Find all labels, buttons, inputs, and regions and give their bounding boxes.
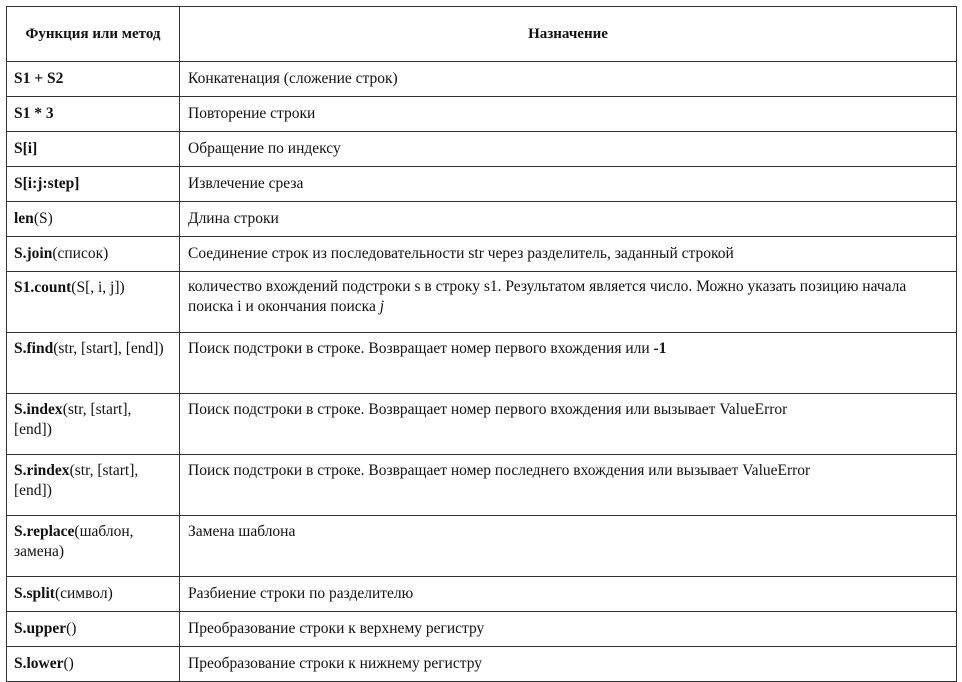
description-text: Поиск подстроки в строке. Возвращает номер первого вхождения или вызывает ValueError	[188, 401, 788, 418]
method-args: (S[, i, j])	[71, 279, 125, 296]
table-row	[7, 62, 957, 97]
method-cell	[7, 516, 180, 577]
table-row	[7, 167, 957, 202]
method-args: (str, [start], [end])	[53, 340, 164, 357]
method-cell	[7, 202, 180, 237]
method-cell	[7, 647, 180, 682]
table-row	[7, 237, 957, 272]
description-text: Конкатенация (сложение строк)	[188, 70, 398, 87]
description-cell	[180, 132, 957, 167]
description-italic-end: j	[379, 298, 385, 315]
method-name: S.rindex	[14, 462, 70, 479]
description-cell	[180, 647, 957, 682]
method-name: S1.count	[14, 279, 72, 296]
method-name: S.index	[14, 401, 63, 418]
method-name: S.join	[14, 245, 53, 262]
table-row	[7, 577, 957, 612]
method-cell	[7, 577, 180, 612]
description-cell	[180, 237, 957, 272]
method-name: S[i:j:step]	[14, 175, 80, 192]
table-row	[7, 612, 957, 647]
method-name: S[i]	[14, 140, 38, 157]
description-text: Извлечение среза	[188, 175, 304, 192]
table-row	[7, 97, 957, 132]
method-args: ()	[63, 655, 74, 672]
description-cell	[180, 97, 957, 132]
description-cell	[180, 612, 957, 647]
method-name: len	[14, 210, 34, 227]
description-text: Преобразование строки к нижнему регистру	[188, 655, 482, 672]
description-cell	[180, 202, 957, 237]
method-cell	[7, 62, 180, 97]
string-methods-table-container	[6, 6, 956, 682]
method-cell	[7, 167, 180, 202]
description-cell	[180, 394, 957, 455]
method-name: S1 * 3	[14, 105, 54, 122]
table-row	[7, 394, 957, 455]
table-row	[7, 516, 957, 577]
description-cell	[180, 272, 957, 333]
table-header-row	[7, 7, 957, 62]
description-text: Повторение строки	[188, 105, 316, 122]
method-args: (список)	[52, 245, 109, 262]
method-name: S.replace	[14, 523, 75, 540]
description-cell	[180, 577, 957, 612]
description-cell	[180, 333, 957, 394]
description-cell	[180, 455, 957, 516]
description-cell	[180, 516, 957, 577]
method-name: S.lower	[14, 655, 64, 672]
table-row	[7, 647, 957, 682]
table-row	[7, 455, 957, 516]
header-purpose: Назначение	[180, 7, 957, 62]
description-cell	[180, 167, 957, 202]
description-text: Обращение по индексу	[188, 140, 341, 157]
description-text: Поиск подстроки в строке. Возвращает номер последнего вхождения или вызывает ValueError	[188, 462, 811, 479]
method-args: (str, [start], [end])	[14, 401, 132, 438]
table-row	[7, 333, 957, 394]
string-methods-table	[6, 6, 957, 682]
description-bold-end: -1	[653, 340, 667, 357]
method-name: S1 + S2	[14, 70, 64, 87]
method-cell	[7, 237, 180, 272]
method-cell	[7, 272, 180, 333]
method-args: ()	[66, 620, 77, 637]
header-function-or-method: Функция или метод	[7, 7, 180, 62]
method-cell	[7, 394, 180, 455]
method-args: (символ)	[54, 585, 113, 602]
description-text: Поиск подстроки в строке. Возвращает номер первого вхождения или	[188, 340, 654, 357]
table-row	[7, 272, 957, 333]
description-text: Преобразование строки к верхнему регистру	[188, 620, 485, 637]
description-text: количество вхождений подстроки s в строку s1. Результатом является число. Можно указать позицию начала поиска i и окончания поиска	[188, 278, 907, 315]
description-text: Разбиение строки по разделителю	[188, 585, 414, 602]
method-cell	[7, 455, 180, 516]
description-text: Длина строки	[188, 210, 279, 227]
method-args: (S)	[33, 210, 53, 227]
method-cell	[7, 333, 180, 394]
method-name: S.split	[14, 585, 55, 602]
method-name: S.find	[14, 340, 54, 357]
method-cell	[7, 97, 180, 132]
table-row	[7, 202, 957, 237]
method-args: (шаблон, замена)	[14, 523, 134, 560]
table-row	[7, 132, 957, 167]
method-cell	[7, 132, 180, 167]
method-args: (str, [start], [end])	[14, 462, 139, 499]
description-cell	[180, 62, 957, 97]
description-text: Соединение строк из последовательности str через разделитель, заданный строкой	[188, 245, 734, 262]
method-name: S.upper	[14, 620, 67, 637]
description-text: Замена шаблона	[188, 523, 296, 540]
method-cell	[7, 612, 180, 647]
